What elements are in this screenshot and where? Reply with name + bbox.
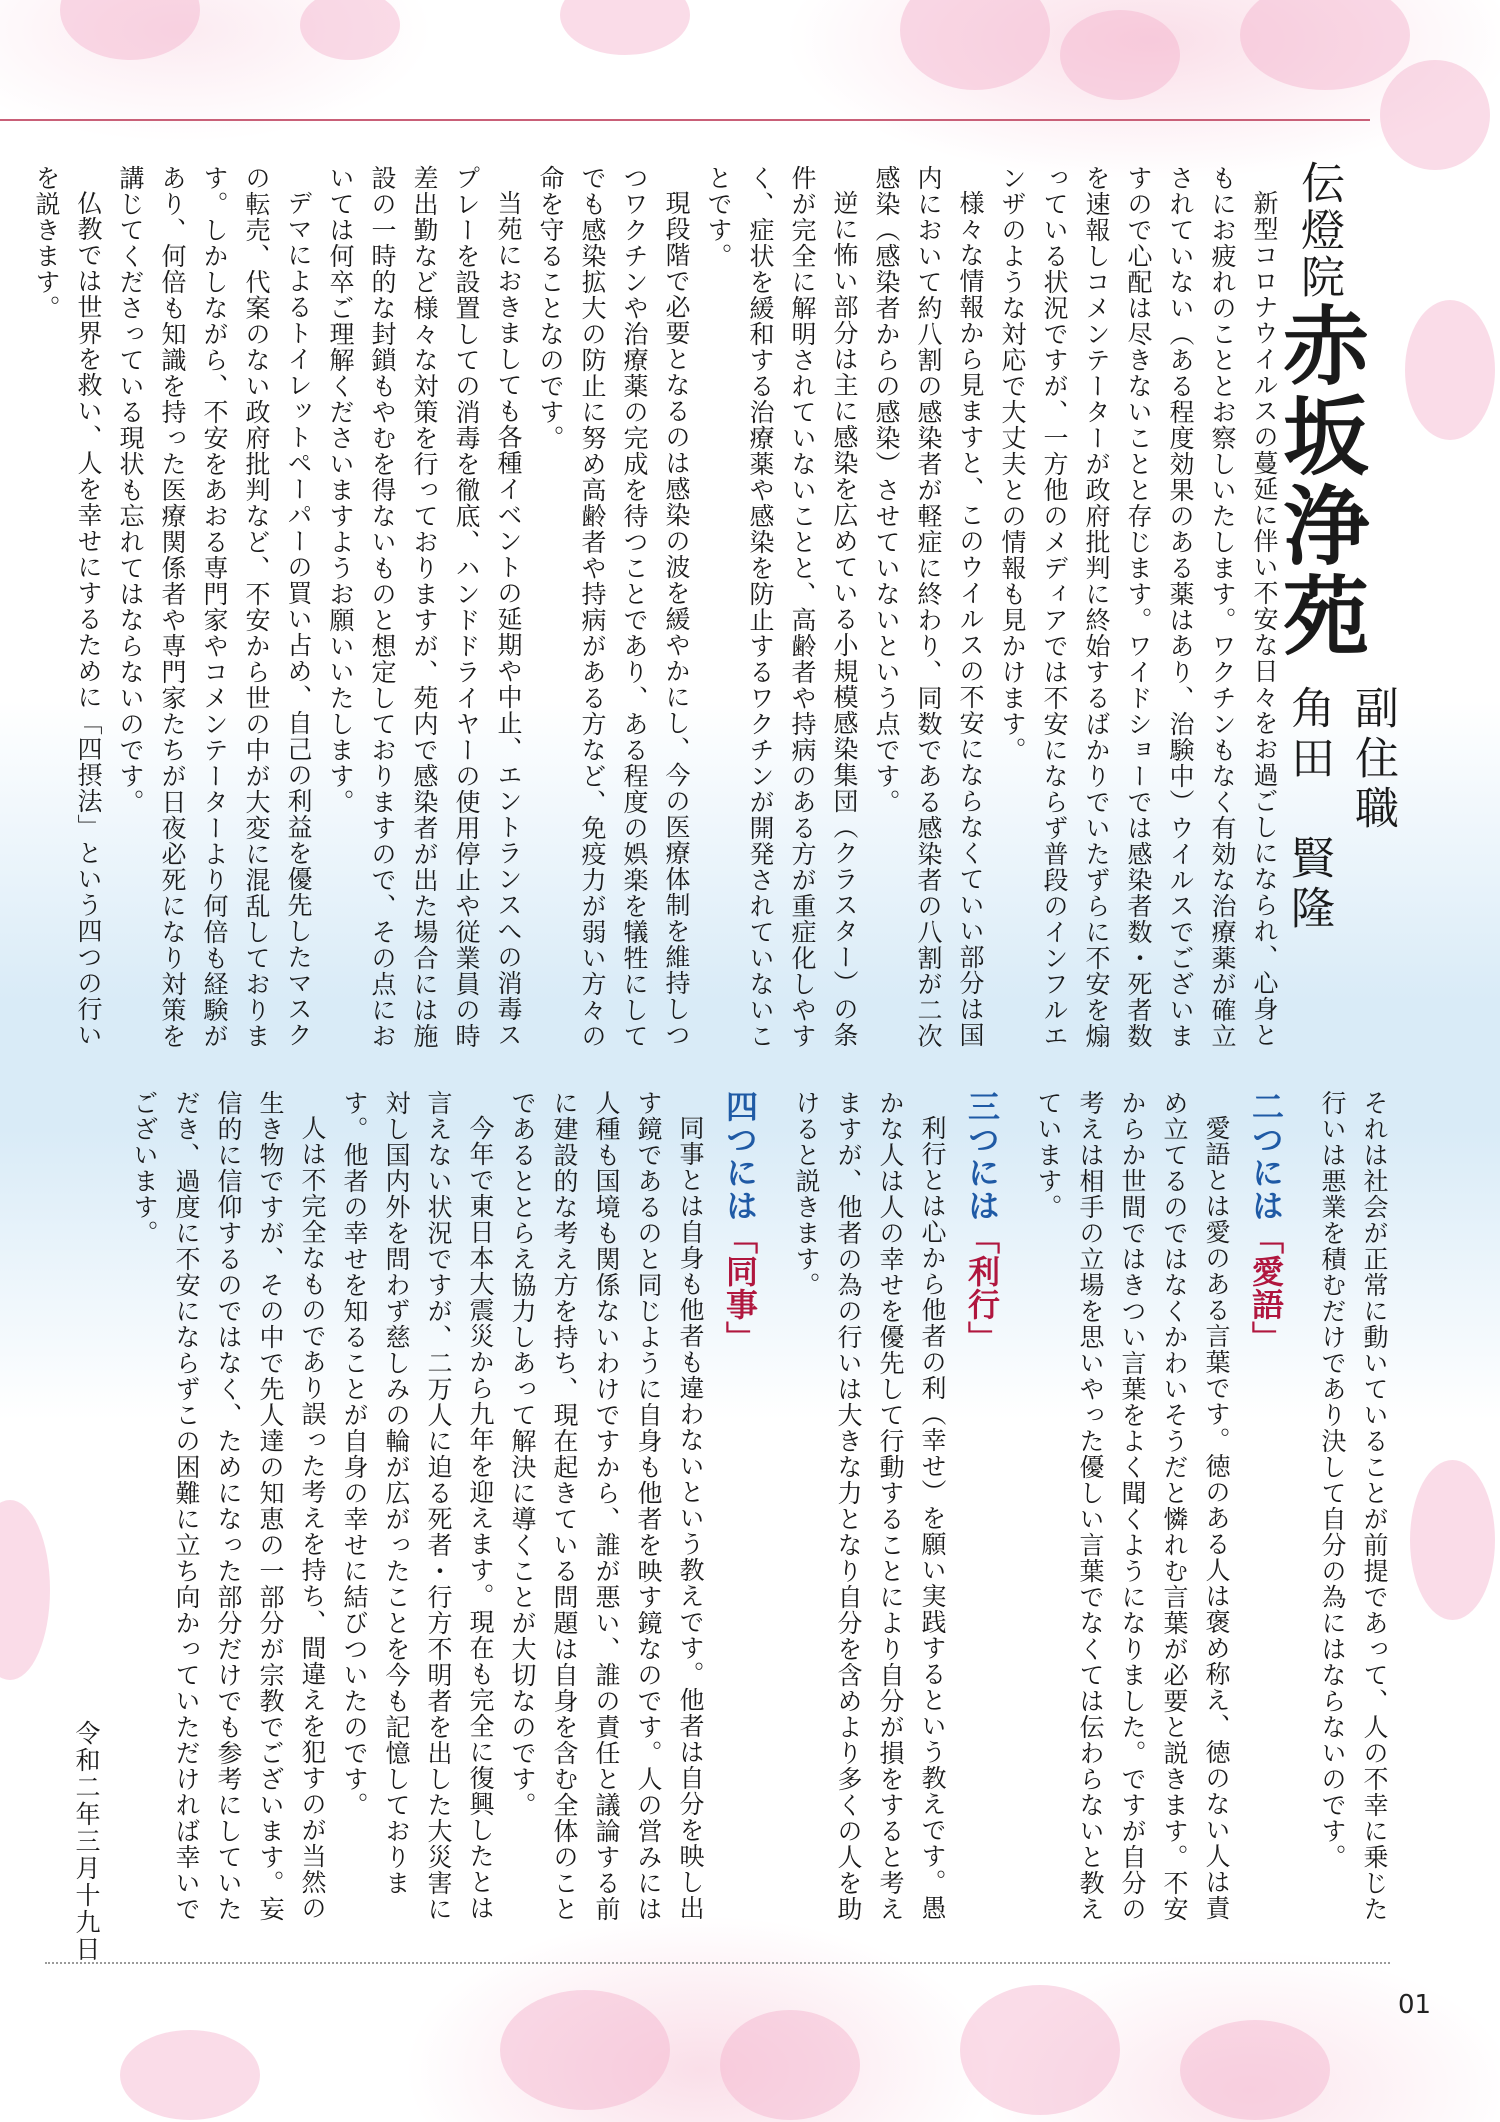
section-term: 「愛語」 bbox=[1247, 1222, 1285, 1354]
section-heading-fuse bbox=[0, 165, 1, 1065]
sakura-decoration bbox=[500, 1990, 670, 2110]
section-prefix: 三つには bbox=[963, 1090, 1001, 1222]
sakura-decoration bbox=[120, 2030, 260, 2120]
sakura-decoration bbox=[1405, 300, 1495, 440]
paragraph: 同事とは自身も他者も違わないという教えです。他者は自分を映し出す鏡であるのと同じように自身も他者を映す鏡なのです。人の営みには人種も国境も関係ないわけですから、誰が悪い、誰の責任と議論する前に建設的な考え方を持ち、現在起きている問題は自身を含む全体のことであるととらえ協力しあって解決に導くことが大切なのです。 bbox=[508, 1090, 705, 1922]
sakura-decoration bbox=[1410, 1460, 1495, 1620]
paragraph: 愛語とは愛のある言葉です。徳のある人は褒め称え、徳のない人は責め立てるのではなくかわいそうだと憐れむ言葉が必要と説きます。不安からか世間ではきつい言葉をよく聞くようになりました。ですが自分の考えは相手の立場を思いやった優しい言葉でなくては伝わらないと教えています。 bbox=[1034, 1090, 1231, 1922]
upper-body-text bbox=[32, 165, 1285, 1065]
paragraph: それは社会が正常に動いていることが前提であって、人の不幸に乗じた行いは悪業を積むだけであり決して自分の為にはならないのです。 bbox=[1318, 1090, 1389, 1922]
sakura-decoration bbox=[300, 0, 400, 60]
paragraph: 現段階で必要となるのは感染の波を緩やかにし、今の医療体制を維持しつつワクチンや治療薬の完成を待つことであり、ある程度の娯楽を犠牲にしてでも感染拡大の防止に努め高齢者や持病がある方など、免疫力が弱い方々の命を守ることなのです。 bbox=[536, 165, 691, 1049]
sakura-decoration bbox=[720, 2010, 860, 2120]
paragraph: 当苑におきましても各種イベントの延期や中止、エントランスへの消毒スプレーを設置しての消毒を徹底、ハンドドライヤーの使用停止や従業員の時差出勤など様々な対策を行っておりますが、苑内で感染者が出た場合には施設の一時的な封鎖もやむを得ないものと想定しておりますので、その点においては何卒ご理解くださいますようお願いいたします。 bbox=[326, 165, 523, 1049]
paragraph: 人は不完全なものであり誤った考えを持ち、間違えを犯すのが当然の生き物ですが、その中で先人達の知恵の一部分が宗教でございます。妄信的に信仰するのではなく、ためになった部分だけでも参考にしていただき、過度に不安にならずこの困難に立ち向かっていただければ幸いでございます。 bbox=[130, 1090, 327, 1922]
publication-date: 令和二年三月十九日 bbox=[72, 1720, 101, 1963]
lower-body-text bbox=[130, 1090, 1395, 1940]
section-term: 「同事」 bbox=[721, 1222, 759, 1354]
sakura-decoration bbox=[1060, 10, 1180, 100]
sakura-decoration bbox=[60, 0, 200, 60]
paragraph: 仏教では世界を救い、人を幸せにするために「四摂法」という四つの行いを説きます。 bbox=[32, 165, 103, 1048]
paragraph: デマによるトイレットペーパーの買い占め、自己の利益を優先したマスクの転売、代案のない政府批判など、不安から世の中が大変に混乱しております。しかしながら、不安をあおる専門家やコメンテーターより何倍も経験があり、何倍も知識を持った医療関係者や専門家たちが日夜必死になり対策を講じてくださっている現状も忘れてはならないのです。 bbox=[116, 165, 313, 1049]
page-number: 01 bbox=[1398, 1990, 1432, 2020]
facility-name: 赤坂浄苑 bbox=[1268, 301, 1369, 661]
footer-dotted-rule bbox=[45, 1962, 1390, 1964]
sakura-decoration bbox=[1240, 0, 1410, 90]
author-role: 副住職 bbox=[1347, 685, 1398, 835]
paragraph: 新型コロナウイルスの蔓延に伴い不安な日々をお過ごしになられ、心身ともにお疲れのこととお察しいたします。ワクチンもなく有効な治療薬が確立されていない（ある程度効果のある薬はあり、治験中）ウイルスでございますので心配は尽きないことと存じます。ワイドショーでは感染者数・死者数を速報しコメンテーターが政府批判に終始するばかりでいたずらに不安を煽っている状況ですが、一方他のメディアでは不安にならず普段のインフルエンザのような対応で大丈夫との情報も見かけます。 bbox=[998, 165, 1279, 1049]
author-byline bbox=[1276, 645, 1404, 935]
sakura-decoration bbox=[1180, 2020, 1330, 2120]
paragraph: 利行とは心から他者の利（幸せ）を願い実践するという教えです。愚かな人は人の幸せを優先して行動することにより自分が損をすると考えますが、他者の為の行いは大きな力となり自分を含めより多くの人を助けると説きます。 bbox=[792, 1090, 947, 1922]
section-heading-aigo bbox=[1245, 1090, 1287, 1940]
sakura-decoration bbox=[900, 0, 1050, 90]
section-heading-doji bbox=[719, 1090, 761, 1940]
section-prefix: 四つには bbox=[721, 1090, 759, 1222]
section-term: 「利行」 bbox=[963, 1222, 1001, 1354]
author-name: 角田 賢隆 bbox=[1283, 685, 1334, 935]
paragraph: 今年で東日本大震災から九年を迎えます。現在も完全に復興したとは言えない状況ですが、二万人に迫る死者・行方不明者を出した大災害に対し国内外を問わず慈しみの輪が広がったことを今も記憶しております。他者の幸せを知ることが自身の幸せに結びついたのです。 bbox=[340, 1090, 495, 1922]
sakura-decoration bbox=[0, 1500, 50, 1680]
section-heading-rigyo bbox=[961, 1090, 1003, 1940]
paragraph: 様々な情報から見ますと、このウイルスの不安にならなくていい部分は国内において約八割の感染者が軽症に終わり、同数である感染者の八割が二次感染（感染者からの感染）させていないという点です。 bbox=[872, 165, 985, 1049]
section-prefix: 二つには bbox=[1247, 1090, 1285, 1222]
paragraph: 逆に怖い部分は主に感染を広めている小規模感染集団（クラスター）の条件が完全に解明されていないことと、高齢者や持病のある方が重症化しやすく、症状を緩和する治療薬や感染を防止するワクチンが開発されていないことです。 bbox=[704, 165, 859, 1049]
sakura-decoration bbox=[960, 1985, 1120, 2115]
header-rule bbox=[0, 119, 1370, 121]
sakura-decoration bbox=[1380, 60, 1490, 170]
temple-name: 伝燈院 bbox=[1293, 160, 1344, 301]
sakura-decoration bbox=[560, 0, 690, 55]
